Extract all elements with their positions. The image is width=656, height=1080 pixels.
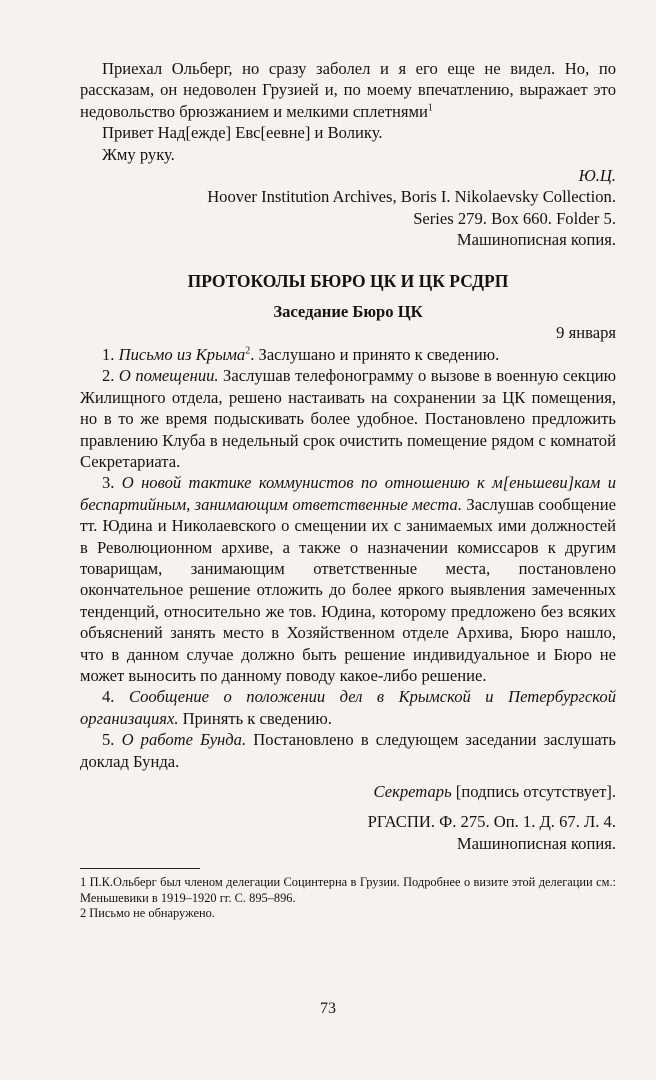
letter-greeting: Привет Над[ежде] Евс[еевне] и Волику. xyxy=(102,123,383,143)
section-subtitle: Заседание Бюро ЦК xyxy=(273,302,423,322)
letter-signature: Ю.Ц. xyxy=(578,166,616,186)
letter-paragraph: Приехал Ольберг, но сразу заболел и я его еще не видел. Но, по рассказам, он недоволен Грузией и, по моему впечатлению, выражает это недовольство брюзжанием и мелкими сплетнями$^1$ xyxy=(80,59,616,121)
source-line: Hoover Institution Archives, Boris I. Nikolaevsky Collection. xyxy=(207,187,616,207)
meeting-date: 9 января xyxy=(556,323,616,343)
archive-reference: Машинописная копия. xyxy=(456,833,616,853)
letter-closing: Жму руку. xyxy=(102,144,175,164)
agenda-item: 5. О работе Бунда. Постановлено в следующем заседании заслушать доклад Бунда. xyxy=(80,730,616,771)
footnote-divider xyxy=(80,868,200,869)
footnote-ref: 2 xyxy=(245,345,251,357)
secretary-line: Секретарь [подпись отсутствует]. xyxy=(373,782,616,801)
source-line: Series 279. Box 660. Folder 5. xyxy=(413,208,616,228)
agenda-item: 3. О новой тактике коммунистов по отношению к м[еньшеви]кам и беспартийным, занимающим ответственные места. Заслушав сообщение тт. Юдина и Николаевского о смещении их с занимаемых ими должностей в Революционном архиве, а также о назначении комиссаров к другим товарищам, занимающим ответственные места, постановлено окончательное решение отложить до более яркого выявления замеченных тенденций, относительно же тов. Юдина, которому предложено без всяких объяснений занять место в Хозяйственном отделе Архива, Бюро нашло, что в данном случае должно быть решение индивидуальное и Бюро не может выносить по данному поводу какое-либо решение. xyxy=(80,473,616,685)
page-body xyxy=(80,58,616,922)
section-title: ПРОТОКОЛЫ БЮРО ЦК И ЦК РСДРП xyxy=(187,270,509,291)
agenda-item: 4. Сообщение о положении дел в Крымской и Петербургской организациях. Принять к сведению. xyxy=(80,687,616,728)
page-number: 73 xyxy=(320,1000,336,1017)
footnote-ref: 1 xyxy=(427,102,433,114)
footnote: 1 П.К.Ольберг был членом делегации Социнтерна в Грузии. Подробнее о визите этой делегации см.: Меньшевики в 1919–1920 гг. С. 895–896. xyxy=(80,875,616,905)
agenda-item: 1. Письмо из Крыма$^2$. Заслушано и принято к сведению. xyxy=(102,344,500,364)
footnote: 2 Письмо не обнаружено. xyxy=(80,906,215,921)
source-line: Машинописная копия. xyxy=(456,230,616,250)
archive-reference: РГАСПИ. Ф. 275. Оп. 1. Д. 67. Л. 4. xyxy=(367,812,616,832)
agenda-item: 2. О помещении. Заслушав телефонограмму о вызове в военную секцию Жилищного отдела, решено настаивать на сохранении за ЦК помещения, но в то же время подыскивать более удобное. Постановлено предложить правлению Клуба в недельный срок очистить помещение рядом с комнатой Секретариата. xyxy=(80,366,616,471)
